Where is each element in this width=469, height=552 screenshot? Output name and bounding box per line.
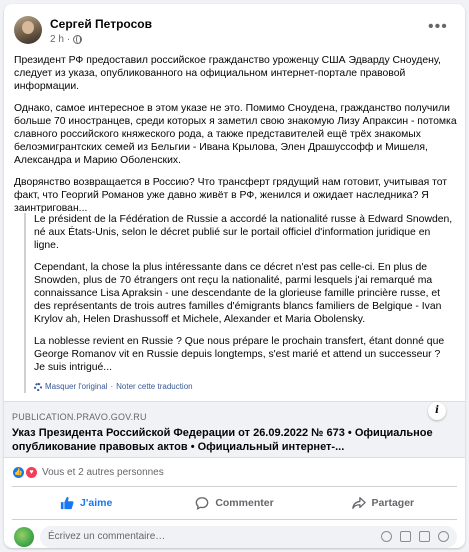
translation-block bbox=[24, 213, 454, 393]
link-title[interactable]: Указ Президента Российской Федерации от 26.09.2022 № 673 • Официальное опубликование правовых актов • Официальный интернет-... bbox=[12, 427, 433, 453]
post-card bbox=[4, 4, 465, 548]
gif-icon[interactable] bbox=[419, 531, 430, 542]
link-preview[interactable] bbox=[4, 401, 465, 458]
share-button[interactable] bbox=[309, 487, 457, 512]
globe-icon bbox=[73, 35, 82, 44]
translation-paragraph-2: Cependant, la chose la plus intéressante dans ce décret n'est pas celle-ci. En plus de Snowden, plus de 70 étrangers ont reçu la nationalité, parmi lesquels j'ai remarqué ma connaissance Lisa Apraksin - une descendante de la glorieuse famille princière russe, et des représentants de trois autres familles d'émigrants blancs familiers de Belgique - Ivan Krylov ah, Helen Drashussoff et Michele, Alexander et Maria Obolensky. bbox=[34, 261, 442, 326]
comment-icon bbox=[195, 496, 209, 510]
translation-controls bbox=[34, 380, 454, 393]
thumbs-up-icon bbox=[60, 496, 74, 510]
post-paragraph-3: Дворянство возвращается в Россию? Что трансферт грядущий нам готовит, учитывая тот факт, что Георгий Романов уже давно живёт в РФ, женился и ожидает наследника? Я заинтригован... bbox=[14, 176, 448, 215]
post-paragraph-1: Президент РФ предоставил российское гражданство уроженцу США Эдварду Сноудену, следует из указа, опубликованного на официальном интернет-портале правовой информации. bbox=[14, 55, 441, 93]
more-options-icon[interactable]: ••• bbox=[428, 18, 448, 35]
author-name[interactable]: Сергей Петросов bbox=[50, 17, 152, 31]
share-label: Partager bbox=[371, 496, 415, 509]
meta-separator: · bbox=[66, 34, 71, 45]
post-time[interactable]: 2 h bbox=[50, 34, 64, 45]
link-domain: PUBLICATION.PRAVO.GOV.RU bbox=[12, 412, 147, 422]
like-label: J'aime bbox=[80, 496, 113, 509]
comment-input[interactable]: Écrivez un commentaire… bbox=[40, 526, 457, 548]
comment-button[interactable] bbox=[160, 487, 308, 512]
post-meta bbox=[50, 34, 82, 45]
composer-icons bbox=[381, 531, 449, 542]
sticker-icon[interactable] bbox=[438, 531, 449, 542]
share-icon bbox=[352, 496, 366, 510]
reaction-summary[interactable] bbox=[12, 464, 164, 480]
post-header bbox=[4, 4, 465, 52]
translation-paragraph-3: La noblesse revient en Russie ? Que nous prépare le prochain transfert, étant donné que George Romanov vit en Russie depuis longtemps, s'est marié et attend un successeur ? Je suis intrigué... bbox=[34, 335, 445, 374]
comment-composer bbox=[12, 519, 457, 545]
translate-separator: · bbox=[110, 382, 114, 392]
action-bar bbox=[12, 486, 457, 512]
info-icon[interactable]: i bbox=[428, 402, 446, 420]
camera-icon[interactable] bbox=[400, 531, 411, 542]
user-avatar[interactable] bbox=[14, 527, 34, 547]
like-reaction-icon: 👍 bbox=[12, 466, 25, 479]
post-text bbox=[14, 54, 457, 223]
like-button[interactable] bbox=[12, 487, 160, 512]
reaction-count-text[interactable]: Vous et 2 autres personnes bbox=[42, 466, 164, 478]
translate-gear-icon[interactable] bbox=[34, 383, 42, 391]
post-paragraph-2: Однако, самое интересное в этом указе не это. Помимо Сноудена, гражданство получили больше 70 иностранцев, среди которых я заметил свою знакомую Лизу Апраксин - потомка славного российского княжеского рода, а также представителей ещё трёх знакомых белоэмигрантских семей из Бельгии - Ивана Крылова, Элен Драшуссофф и Мишеля, Александра и Марию Оболенских. bbox=[14, 102, 457, 167]
comment-label: Commenter bbox=[215, 496, 274, 509]
rate-translation-link[interactable]: Noter cette traduction bbox=[116, 382, 193, 392]
emoji-icon[interactable] bbox=[381, 531, 392, 542]
love-reaction-icon: ♥ bbox=[25, 466, 38, 479]
translation-paragraph-1: Le président de la Fédération de Russie a accordé la nationalité russe à Edward Snowden, né aux États-Unis, selon le décret publié sur le portail officiel d'information juridique en ligne. bbox=[34, 214, 453, 252]
hide-original-link[interactable]: Masquer l'original bbox=[45, 382, 108, 392]
author-avatar[interactable] bbox=[14, 16, 42, 44]
